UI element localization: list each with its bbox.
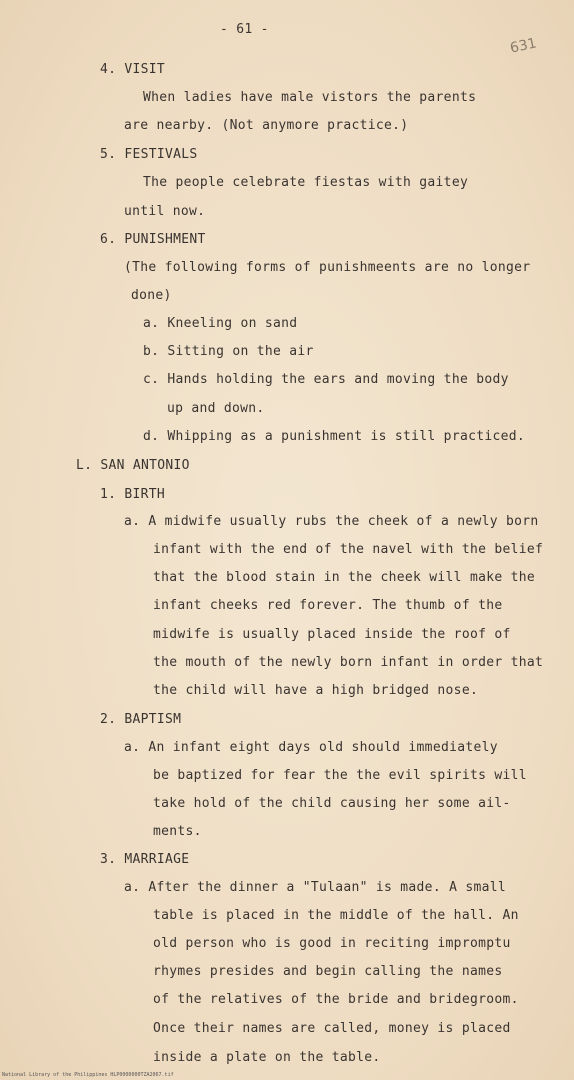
list-item: a. An infant eight days old should immediately [124, 740, 498, 755]
list-item-continuation: that the blood stain in the cheek will make the [153, 570, 535, 585]
section-heading: 4. VISIT [100, 62, 166, 77]
list-item-continuation: up and down. [167, 401, 265, 416]
list-item-continuation: old person who is good in reciting impromptu [153, 936, 511, 951]
list-item-continuation: infant with the end of the navel with the belief [153, 542, 544, 557]
list-item: a. A midwife usually rubs the cheek of a newly born [124, 514, 539, 529]
list-item: c. Hands holding the ears and moving the body [143, 372, 509, 387]
section-heading: 2. BAPTISM [100, 712, 182, 727]
list-item-continuation: infant cheeks red forever. The thumb of the [153, 598, 503, 613]
list-item-continuation: the child will have a high bridged nose. [153, 683, 479, 698]
body-text-line: are nearby. (Not anymore practice.) [124, 118, 409, 133]
section-heading: 1. BIRTH [100, 487, 166, 502]
list-item: a. Kneeling on sand [143, 316, 298, 331]
body-text-line: done) [131, 288, 172, 303]
section-heading: 5. FESTIVALS [100, 147, 198, 162]
section-heading: 6. PUNISHMENT [100, 232, 206, 247]
body-text-line: (The following forms of punishmeents are no longer [124, 260, 531, 275]
handwritten-page-number: 631 [508, 35, 539, 57]
body-text-line: until now. [124, 204, 206, 219]
list-item-continuation: table is placed in the middle of the hall. An [153, 908, 519, 923]
body-text-line: When ladies have male vistors the parents [143, 90, 477, 105]
list-item: a. After the dinner a "Tulaan" is made. A small [124, 880, 506, 895]
footer-caption: National Library of the Philippines HLP0000000TZA2067.tif [2, 1072, 174, 1078]
page-number: - 61 - [220, 22, 269, 37]
list-item-continuation: ments. [153, 824, 202, 839]
list-item: d. Whipping as a punishment is still practiced. [143, 429, 525, 444]
section-heading: 3. MARRIAGE [100, 852, 190, 867]
body-text-line: The people celebrate fiestas with gaitey [143, 175, 469, 190]
list-item-continuation: midwife is usually placed inside the roof of [153, 627, 511, 642]
list-item-continuation: of the relatives of the bride and bridegroom. [153, 992, 519, 1007]
list-item-continuation: inside a plate on the table. [153, 1050, 381, 1065]
list-item-continuation: take hold of the child causing her some ail- [153, 796, 511, 811]
list-item-continuation: be baptized for fear the the evil spirits will [153, 768, 527, 783]
list-item: b. Sitting on the air [143, 344, 314, 359]
list-item-continuation: Once their names are called, money is placed [153, 1021, 511, 1036]
major-section-heading: L. SAN ANTONIO [76, 458, 190, 473]
list-item-continuation: rhymes presides and begin calling the names [153, 964, 503, 979]
list-item-continuation: the mouth of the newly born infant in order that [153, 655, 544, 670]
